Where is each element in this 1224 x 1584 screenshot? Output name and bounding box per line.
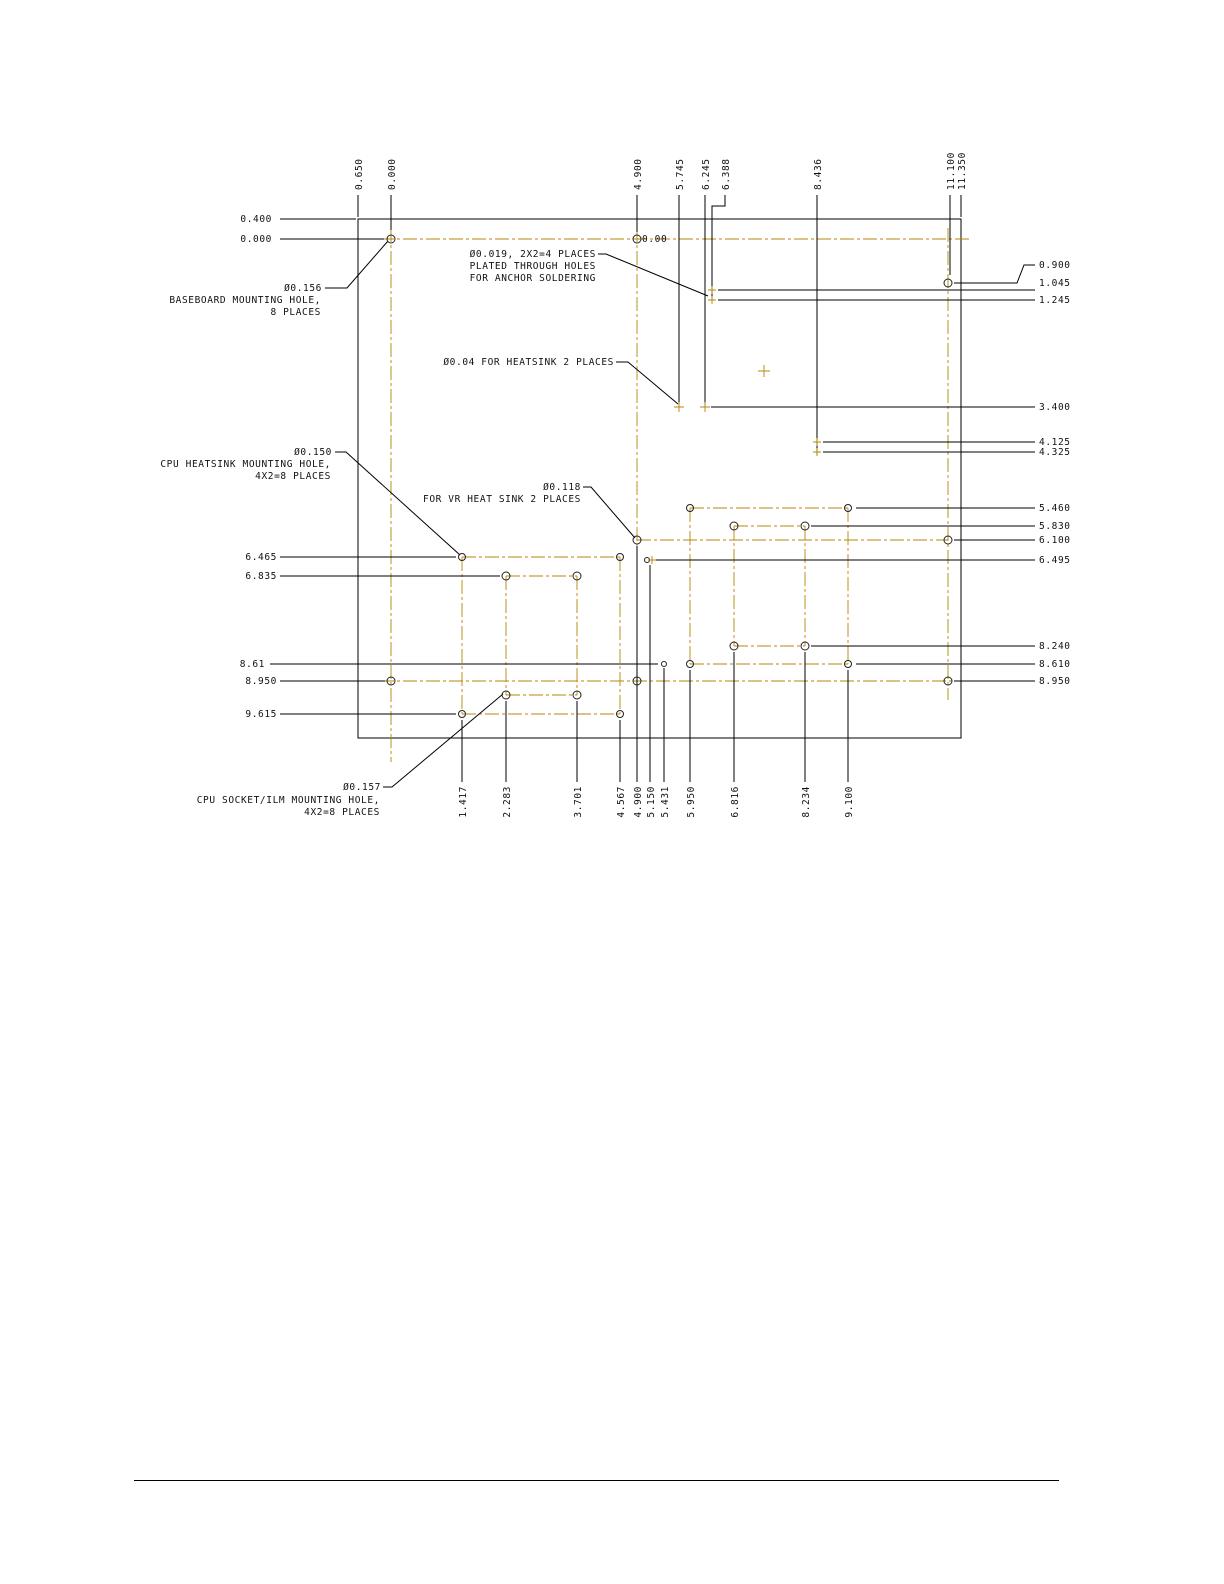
cross-mark (648, 556, 656, 564)
footer-rule (134, 1480, 1059, 1481)
right-dimension-labels (1039, 260, 1071, 687)
right-dim-label: 6.495 (1039, 555, 1071, 566)
note-baseboard (169, 283, 322, 318)
bottom-dim-label: 9.100 (844, 786, 855, 818)
top-dim-label: 0.000 (387, 158, 398, 190)
right-dim-label: 1.245 (1039, 295, 1071, 306)
right-dim-lines (656, 265, 1035, 681)
note-cpu-heatsink (160, 447, 332, 482)
note-vr (423, 482, 581, 505)
bottom-dim-label: 2.283 (502, 786, 513, 818)
bottom-dim-label: 5.150 (646, 786, 657, 818)
top-dim-label: 11.100 (946, 152, 957, 190)
top-dim-label: 0.650 (354, 158, 365, 190)
bottom-dim-label: 4.900 (633, 786, 644, 818)
left-dim-label: 8.950 (245, 676, 277, 687)
bottom-dimension-labels (458, 786, 855, 818)
note-line: 4X2=8 PLACES (304, 807, 380, 818)
note-plated (470, 249, 596, 284)
note-line: 4X2=8 PLACES (255, 471, 331, 482)
left-dim-label: 0.000 (240, 234, 272, 245)
right-dim-label: 5.460 (1039, 503, 1071, 514)
right-dim-label: 5.830 (1039, 521, 1071, 532)
right-dim-label: 8.240 (1039, 641, 1071, 652)
bottom-dim-label: 5.950 (686, 786, 697, 818)
note-socket (197, 782, 381, 818)
right-dim-label: 4.125 (1039, 437, 1071, 448)
bottom-dim-label: 1.417 (458, 786, 469, 818)
note-line: Ø0.156 (284, 283, 322, 294)
right-dim-label: 0.900 (1039, 260, 1071, 271)
left-dim-label: 0.400 (240, 214, 272, 225)
note-line: FOR ANCHOR SOLDERING (469, 273, 596, 284)
right-dim-label: 8.950 (1039, 676, 1071, 687)
note-line: FOR VR HEAT SINK 2 PLACES (423, 494, 581, 505)
left-dim-label: 8.61 (239, 659, 265, 670)
note-line: Ø0.019, 2X2=4 PLACES (469, 249, 596, 260)
inline-dim-label: 0.00 (642, 234, 668, 245)
right-dim-label: 6.100 (1039, 535, 1071, 546)
top-dim-label: 11.350 (957, 152, 968, 190)
bottom-dim-label: 5.431 (660, 786, 671, 818)
top-dim-label: 8.436 (813, 158, 824, 190)
note-line: CPU SOCKET/ILM MOUNTING HOLE, (196, 795, 380, 806)
note-line: Ø0.118 (543, 482, 581, 493)
note-line: PLATED THROUGH HOLES (469, 261, 596, 272)
bottom-dim-label: 4.567 (616, 786, 627, 818)
bottom-dim-label: 3.701 (573, 786, 584, 818)
cross-mark (708, 296, 716, 304)
hole-mark (662, 662, 667, 667)
top-dim-label: 5.745 (675, 158, 686, 190)
note-line: Ø0.04 FOR HEATSINK 2 PLACES (443, 357, 614, 368)
cross-mark (700, 402, 710, 412)
top-dimension-labels (354, 152, 968, 190)
left-dim-label: 9.615 (245, 709, 277, 720)
cross-mark (674, 402, 684, 412)
bottom-dim-label: 6.816 (730, 786, 741, 818)
note-line: Ø0.150 (294, 447, 332, 458)
board-outline (358, 219, 961, 738)
cross-mark (813, 448, 821, 456)
note-line: Ø0.157 (343, 782, 381, 793)
note-line: CPU HEATSINK MOUNTING HOLE, (160, 459, 331, 470)
right-dim-label: 3.400 (1039, 402, 1071, 413)
note-line: BASEBOARD MOUNTING HOLE, (169, 295, 321, 306)
cross-mark (708, 286, 716, 294)
top-dim-label: 4.900 (633, 158, 644, 190)
holes (387, 235, 952, 718)
top-dim-label: 6.245 (701, 158, 712, 190)
note-line: 8 PLACES (270, 307, 321, 318)
right-dim-label: 1.045 (1039, 278, 1071, 289)
right-dim-label: 8.610 (1039, 659, 1071, 670)
left-dim-label: 6.465 (245, 552, 277, 563)
note-heatsink (443, 357, 614, 368)
leader-lines (325, 241, 708, 787)
left-dim-label: 6.835 (245, 571, 277, 582)
right-dim-label: 4.325 (1039, 447, 1071, 458)
cross-mark (758, 365, 770, 377)
bottom-dim-label: 8.234 (801, 786, 812, 818)
top-dim-label: 6.388 (721, 158, 732, 190)
cross-mark (813, 438, 821, 446)
